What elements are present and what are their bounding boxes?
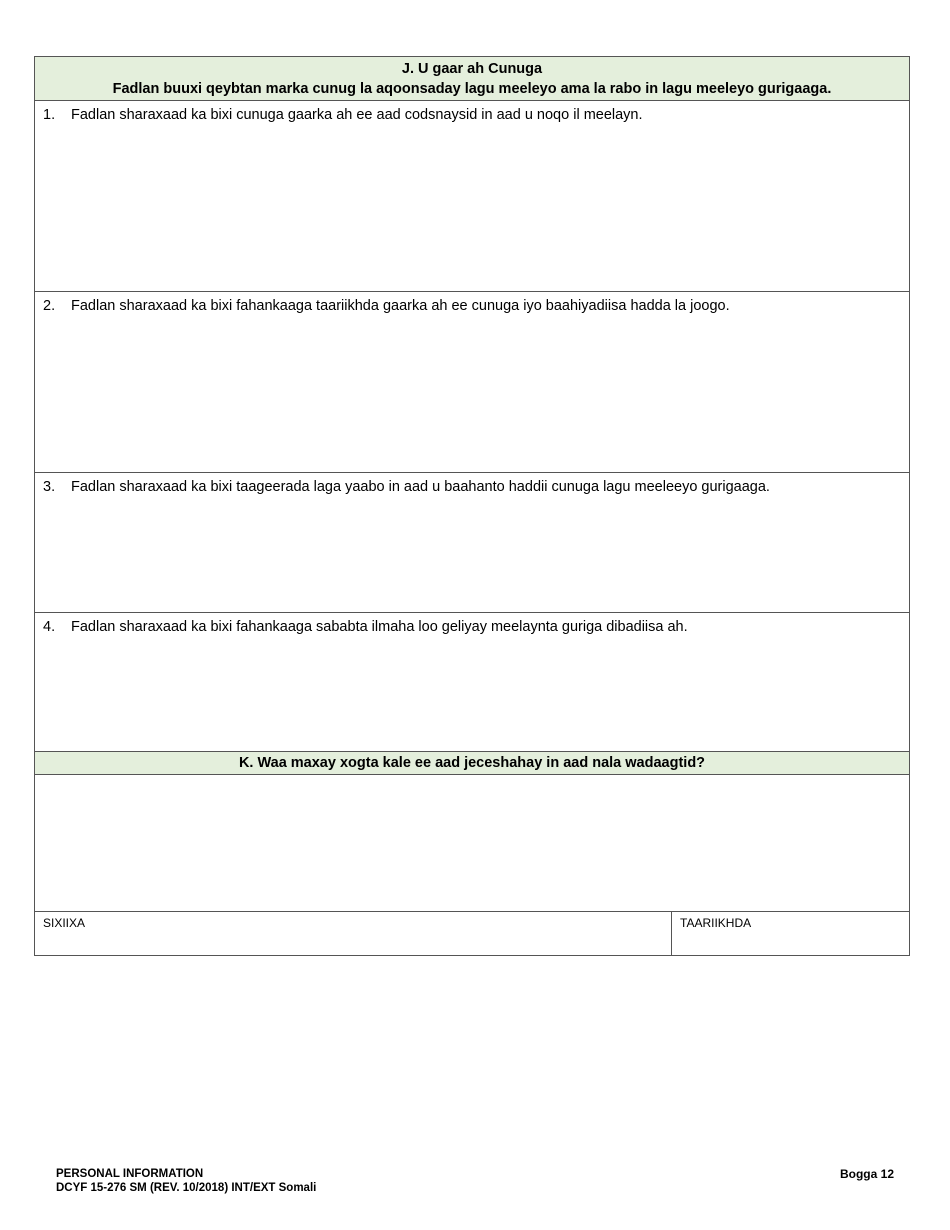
question-1-number: 1.	[43, 107, 56, 123]
question-2-text: Fadlan sharaxaad ka bixi fahankaaga taariikhda gaarka ah ee cunuga iyo baahiyadiisa hadda la joogo.	[71, 298, 730, 314]
section-j-header	[35, 57, 909, 101]
footer-line-2: DCYF 15-276 SM (REV. 10/2018) INT/EXT Somali	[56, 1182, 317, 1194]
question-2-number: 2.	[43, 298, 56, 314]
date-label: TAARIIKHDA	[680, 916, 752, 930]
question-3-text: Fadlan sharaxaad ka bixi taageerada laga yaabo in aad u baahanto haddii cunuga lagu meeleeyo gurigaaga.	[71, 479, 770, 495]
question-4-number: 4.	[43, 619, 56, 635]
footer-line-1: PERSONAL INFORMATION	[56, 1168, 204, 1180]
signature-field[interactable]	[35, 912, 672, 955]
section-k-header: K. Waa maxay xogta kale ee aad jeceshahay in aad nala wadaagtid?	[35, 752, 909, 775]
section-j-subtitle: Fadlan buuxi qeybtan marka cunug la aqoonsaday lagu meeleyo ama la rabo in lagu meeleyo gurigaaga.	[112, 81, 832, 97]
footer-info	[56, 1167, 316, 1195]
question-2-field[interactable]	[35, 292, 909, 473]
page-number: Bogga 12	[839, 1167, 894, 1181]
form-table	[34, 56, 910, 956]
section-k-answer-field[interactable]	[35, 775, 909, 912]
question-3-field[interactable]	[35, 473, 909, 613]
question-1-field[interactable]	[35, 101, 909, 292]
signature-label: SIXIIXA	[43, 916, 86, 930]
section-j-title: J. U gaar ah Cunuga	[401, 61, 543, 77]
question-4-text: Fadlan sharaxaad ka bixi fahankaaga sababta ilmaha loo geliyay meelaynta guriga dibadiisa ah.	[71, 619, 688, 635]
question-4-field[interactable]	[35, 613, 909, 752]
signature-row	[35, 912, 909, 955]
date-field[interactable]	[672, 912, 909, 955]
question-3-number: 3.	[43, 479, 56, 495]
question-1-text: Fadlan sharaxaad ka bixi cunuga gaarka ah ee aad codsnaysid in aad u noqo il meelayn.	[71, 107, 643, 123]
